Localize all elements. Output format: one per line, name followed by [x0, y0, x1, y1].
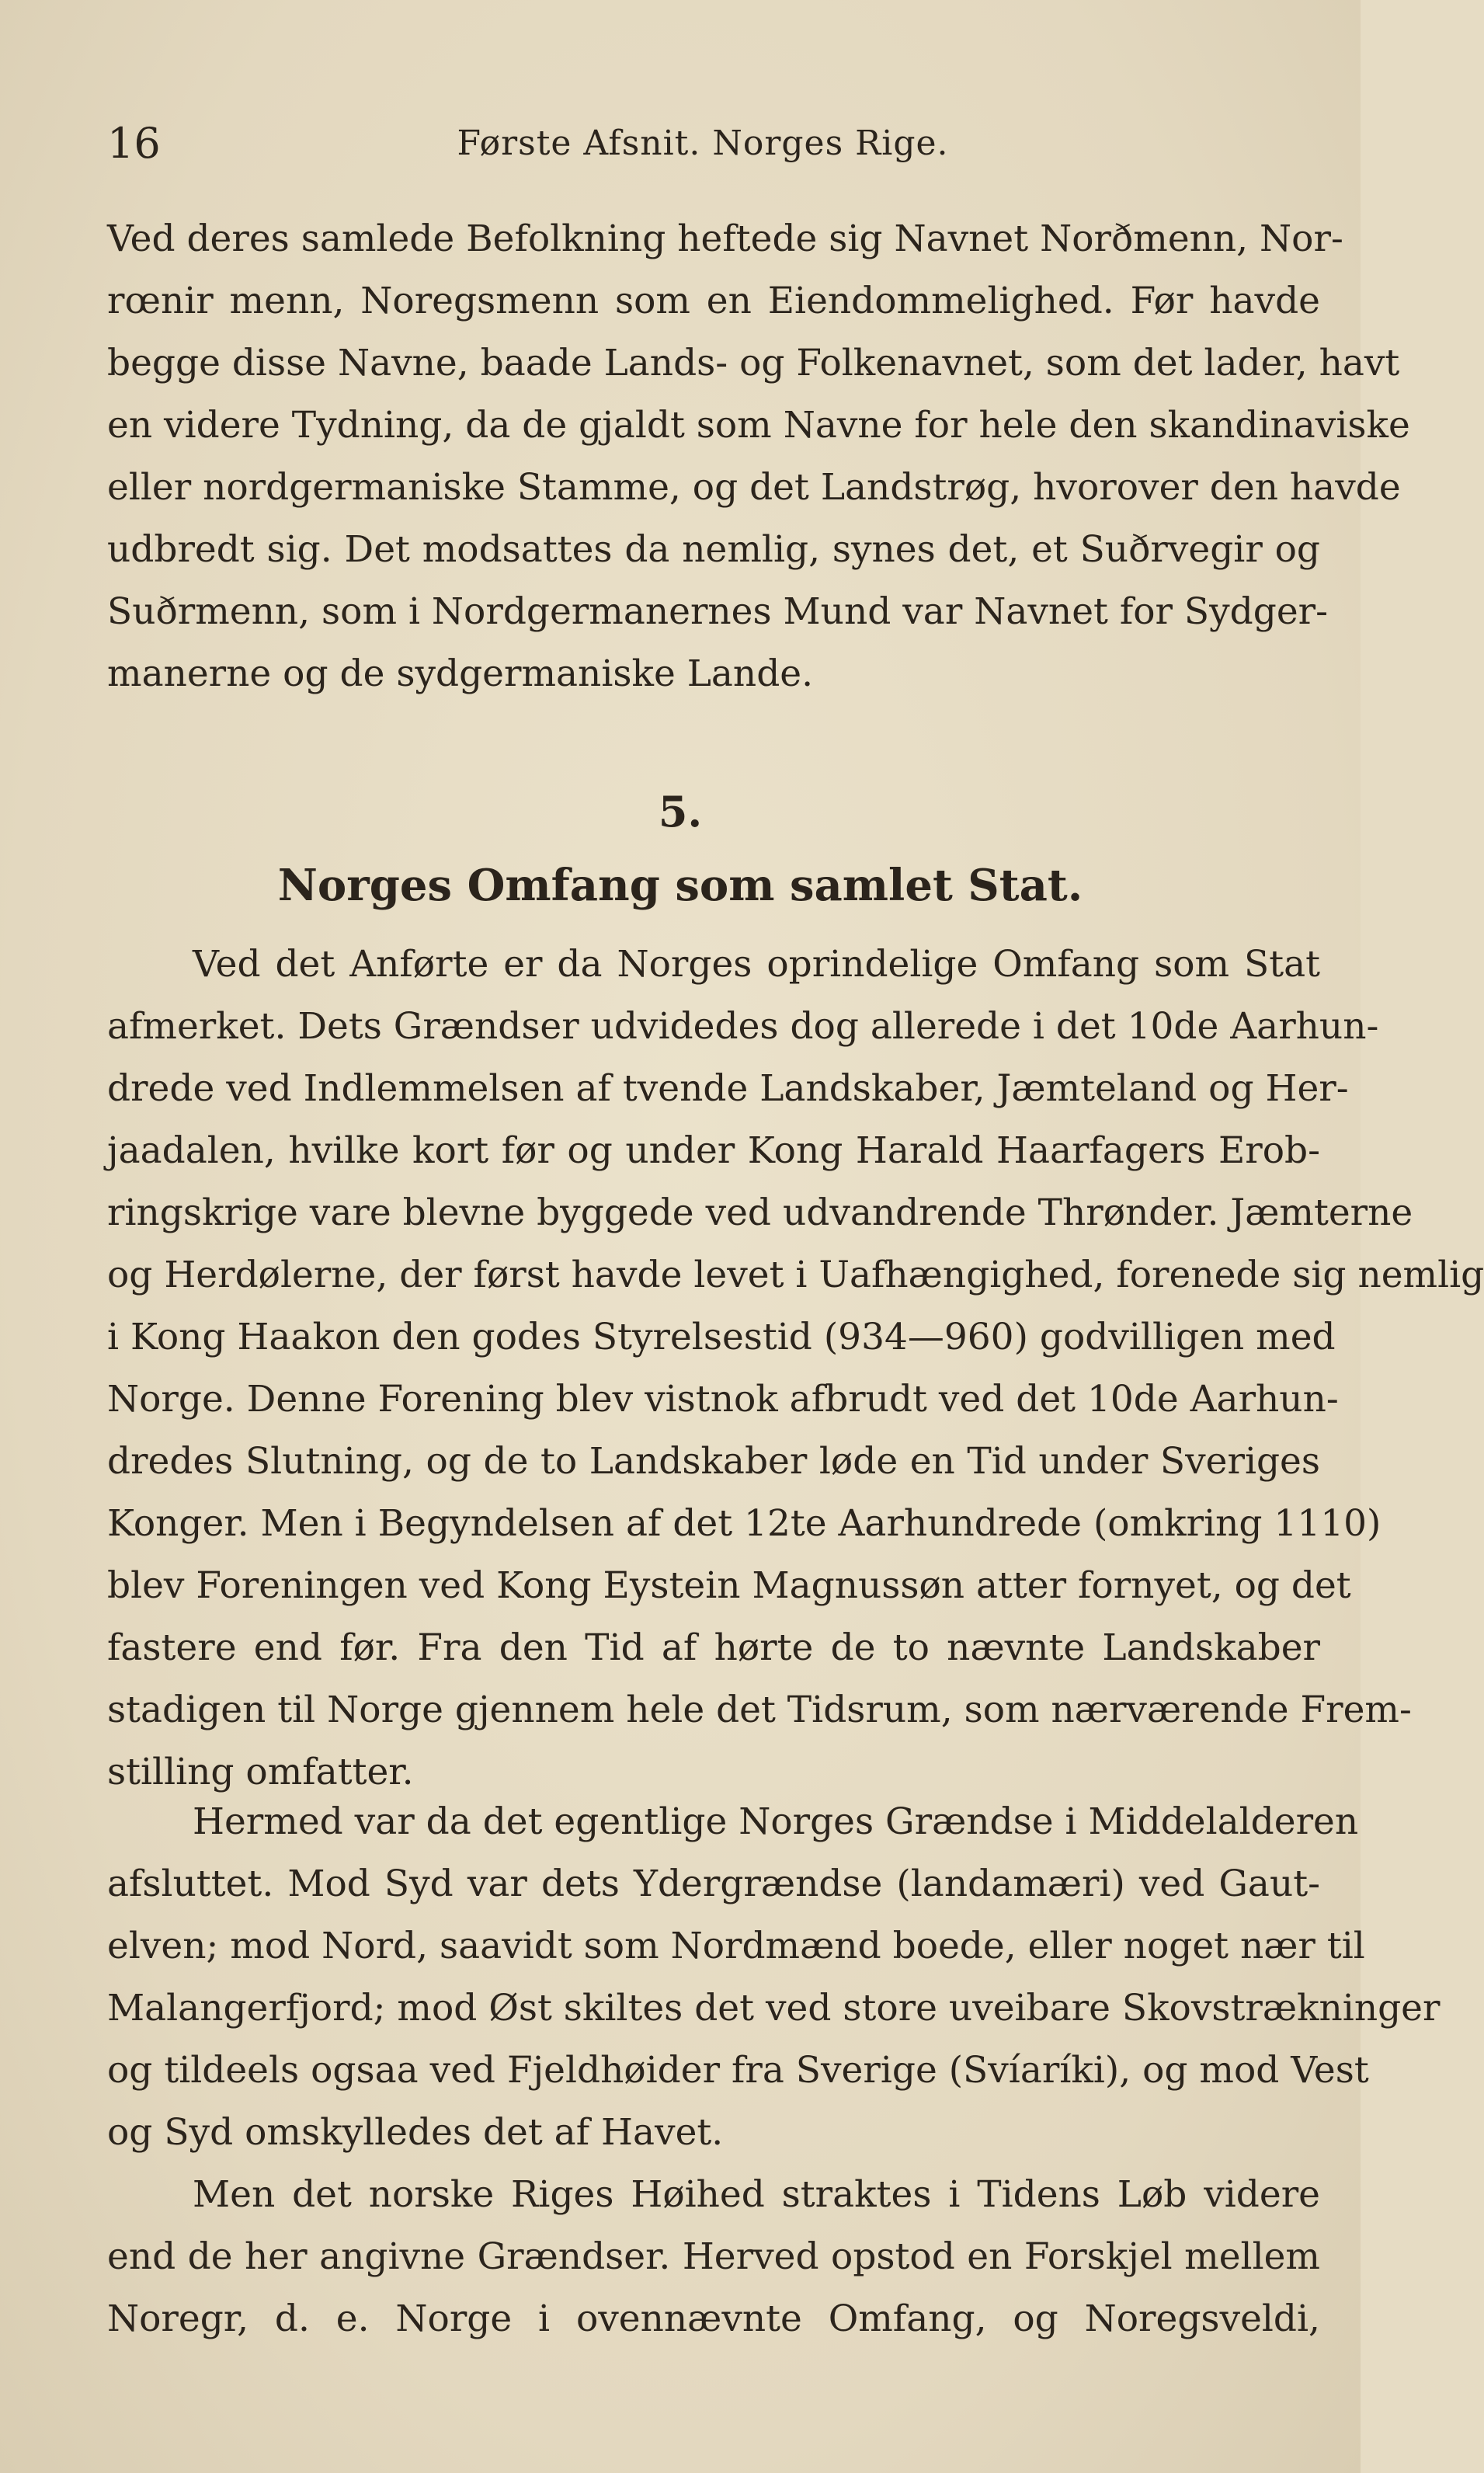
section-title: Norges Omfang som samlet Stat. [277, 860, 1083, 911]
text-line: og Syd omskylledes det af Havet. [107, 2111, 724, 2154]
text-line: begge disse Navne, baade Lands- og Folkenavnet, som det lader, havt [107, 342, 1400, 384]
text-line: stadigen til Norge gjennem hele det Tidsrum, som nærværende Frem- [107, 1689, 1412, 1731]
text-line: i Kong Haakon den godes Styrelsestid (934—960) godvilligen med [107, 1316, 1336, 1358]
text-line: end de her angivne Grændser. Herved opstod en Forskjel mellem [107, 2235, 1320, 2278]
paragraph-2 [107, 934, 1484, 1803]
text-line: Ved det Anførte er da Norges oprindelige Omfang som Stat [193, 943, 1320, 986]
text-line: Suðrmenn, som i Nordgermanernes Mund var Navnet for Sydger- [107, 590, 1329, 633]
paragraph-4 [107, 2164, 1320, 2350]
text-line: manerne og de sydgermaniske Lande. [107, 652, 814, 695]
text-line: Malangerfjord; mod Øst skiltes det ved store uveibare Skovstrækninger [107, 1987, 1441, 2030]
text-line: Konger. Men i Begyndelsen af det 12te Aarhundrede (omkring 1110) [107, 1502, 1381, 1545]
paragraph-1 [107, 208, 1410, 705]
text-line: fastere end før. Fra den Tid af hørte de to nævnte Landskaber [107, 1626, 1320, 1669]
text-line: afmerket. Dets Grændser udvidedes dog allerede i det 10de Aarhun- [107, 1005, 1379, 1048]
section-number: 5. [658, 787, 703, 837]
text-line: Ved deres samlede Befolkning heftede sig Navnet Norðmenn, Nor- [107, 217, 1343, 260]
text-line: stilling omfatter. [107, 1751, 414, 1793]
text-line: Hermed var da det egentlige Norges Grændse i Middelalderen [193, 1800, 1359, 1843]
text-line: rœnir menn, Noregsmenn som en Eiendommelighed. Før havde [107, 280, 1320, 322]
text-line: afsluttet. Mod Syd var dets Ydergrændse (landamæri) ved Gaut- [107, 1863, 1320, 1905]
text-line: en videre Tydning, da de gjaldt som Navne for hele den skandinaviske [107, 404, 1410, 447]
text-line: Men det norske Riges Høihed straktes i Tidens Løb videre [193, 2173, 1320, 2216]
text-line: elven; mod Nord, saavidt som Nordmænd boede, eller noget nær til [107, 1925, 1365, 1967]
text-line: Norge. Denne Forening blev vistnok afbrudt ved det 10de Aarhun- [107, 1378, 1339, 1421]
text-line: udbredt sig. Det modsattes da nemlig, synes det, et Suðrvegir og [107, 528, 1320, 571]
text-line: og Herdølerne, der først havde levet i Uafhængighed, forenede sig nemlig [107, 1254, 1484, 1296]
text-line: blev Foreningen ved Kong Eystein Magnussøn atter fornyet, og det [107, 1564, 1351, 1607]
running-head: Første Afsnit. Norges Rige. [457, 123, 949, 163]
page-number: 16 [107, 119, 161, 168]
page-header [107, 117, 1298, 171]
paragraph-3 [107, 1791, 1441, 2164]
text-line: Noregr, d. e. Norge i ovennævnte Omfang, og Noregsveldi, [107, 2297, 1320, 2340]
text-line: eller nordgermaniske Stamme, og det Landstrøg, hvorover den havde [107, 466, 1401, 509]
text-line: og tildeels ogsaa ved Fjeldhøider fra Sverige (Svíaríki), og mod Vest [107, 2049, 1369, 2092]
text-line: dredes Slutning, og de to Landskaber løde en Tid under Sveriges [107, 1440, 1320, 1483]
text-line: ringskrige vare blevne byggede ved udvandrende Thrønder. Jæmterne [107, 1191, 1413, 1234]
text-line: drede ved Indlemmelsen af tvende Landskaber, Jæmteland og Her- [107, 1067, 1349, 1110]
text-line: jaadalen, hvilke kort før og under Kong Harald Haarfagers Erob- [107, 1129, 1320, 1172]
